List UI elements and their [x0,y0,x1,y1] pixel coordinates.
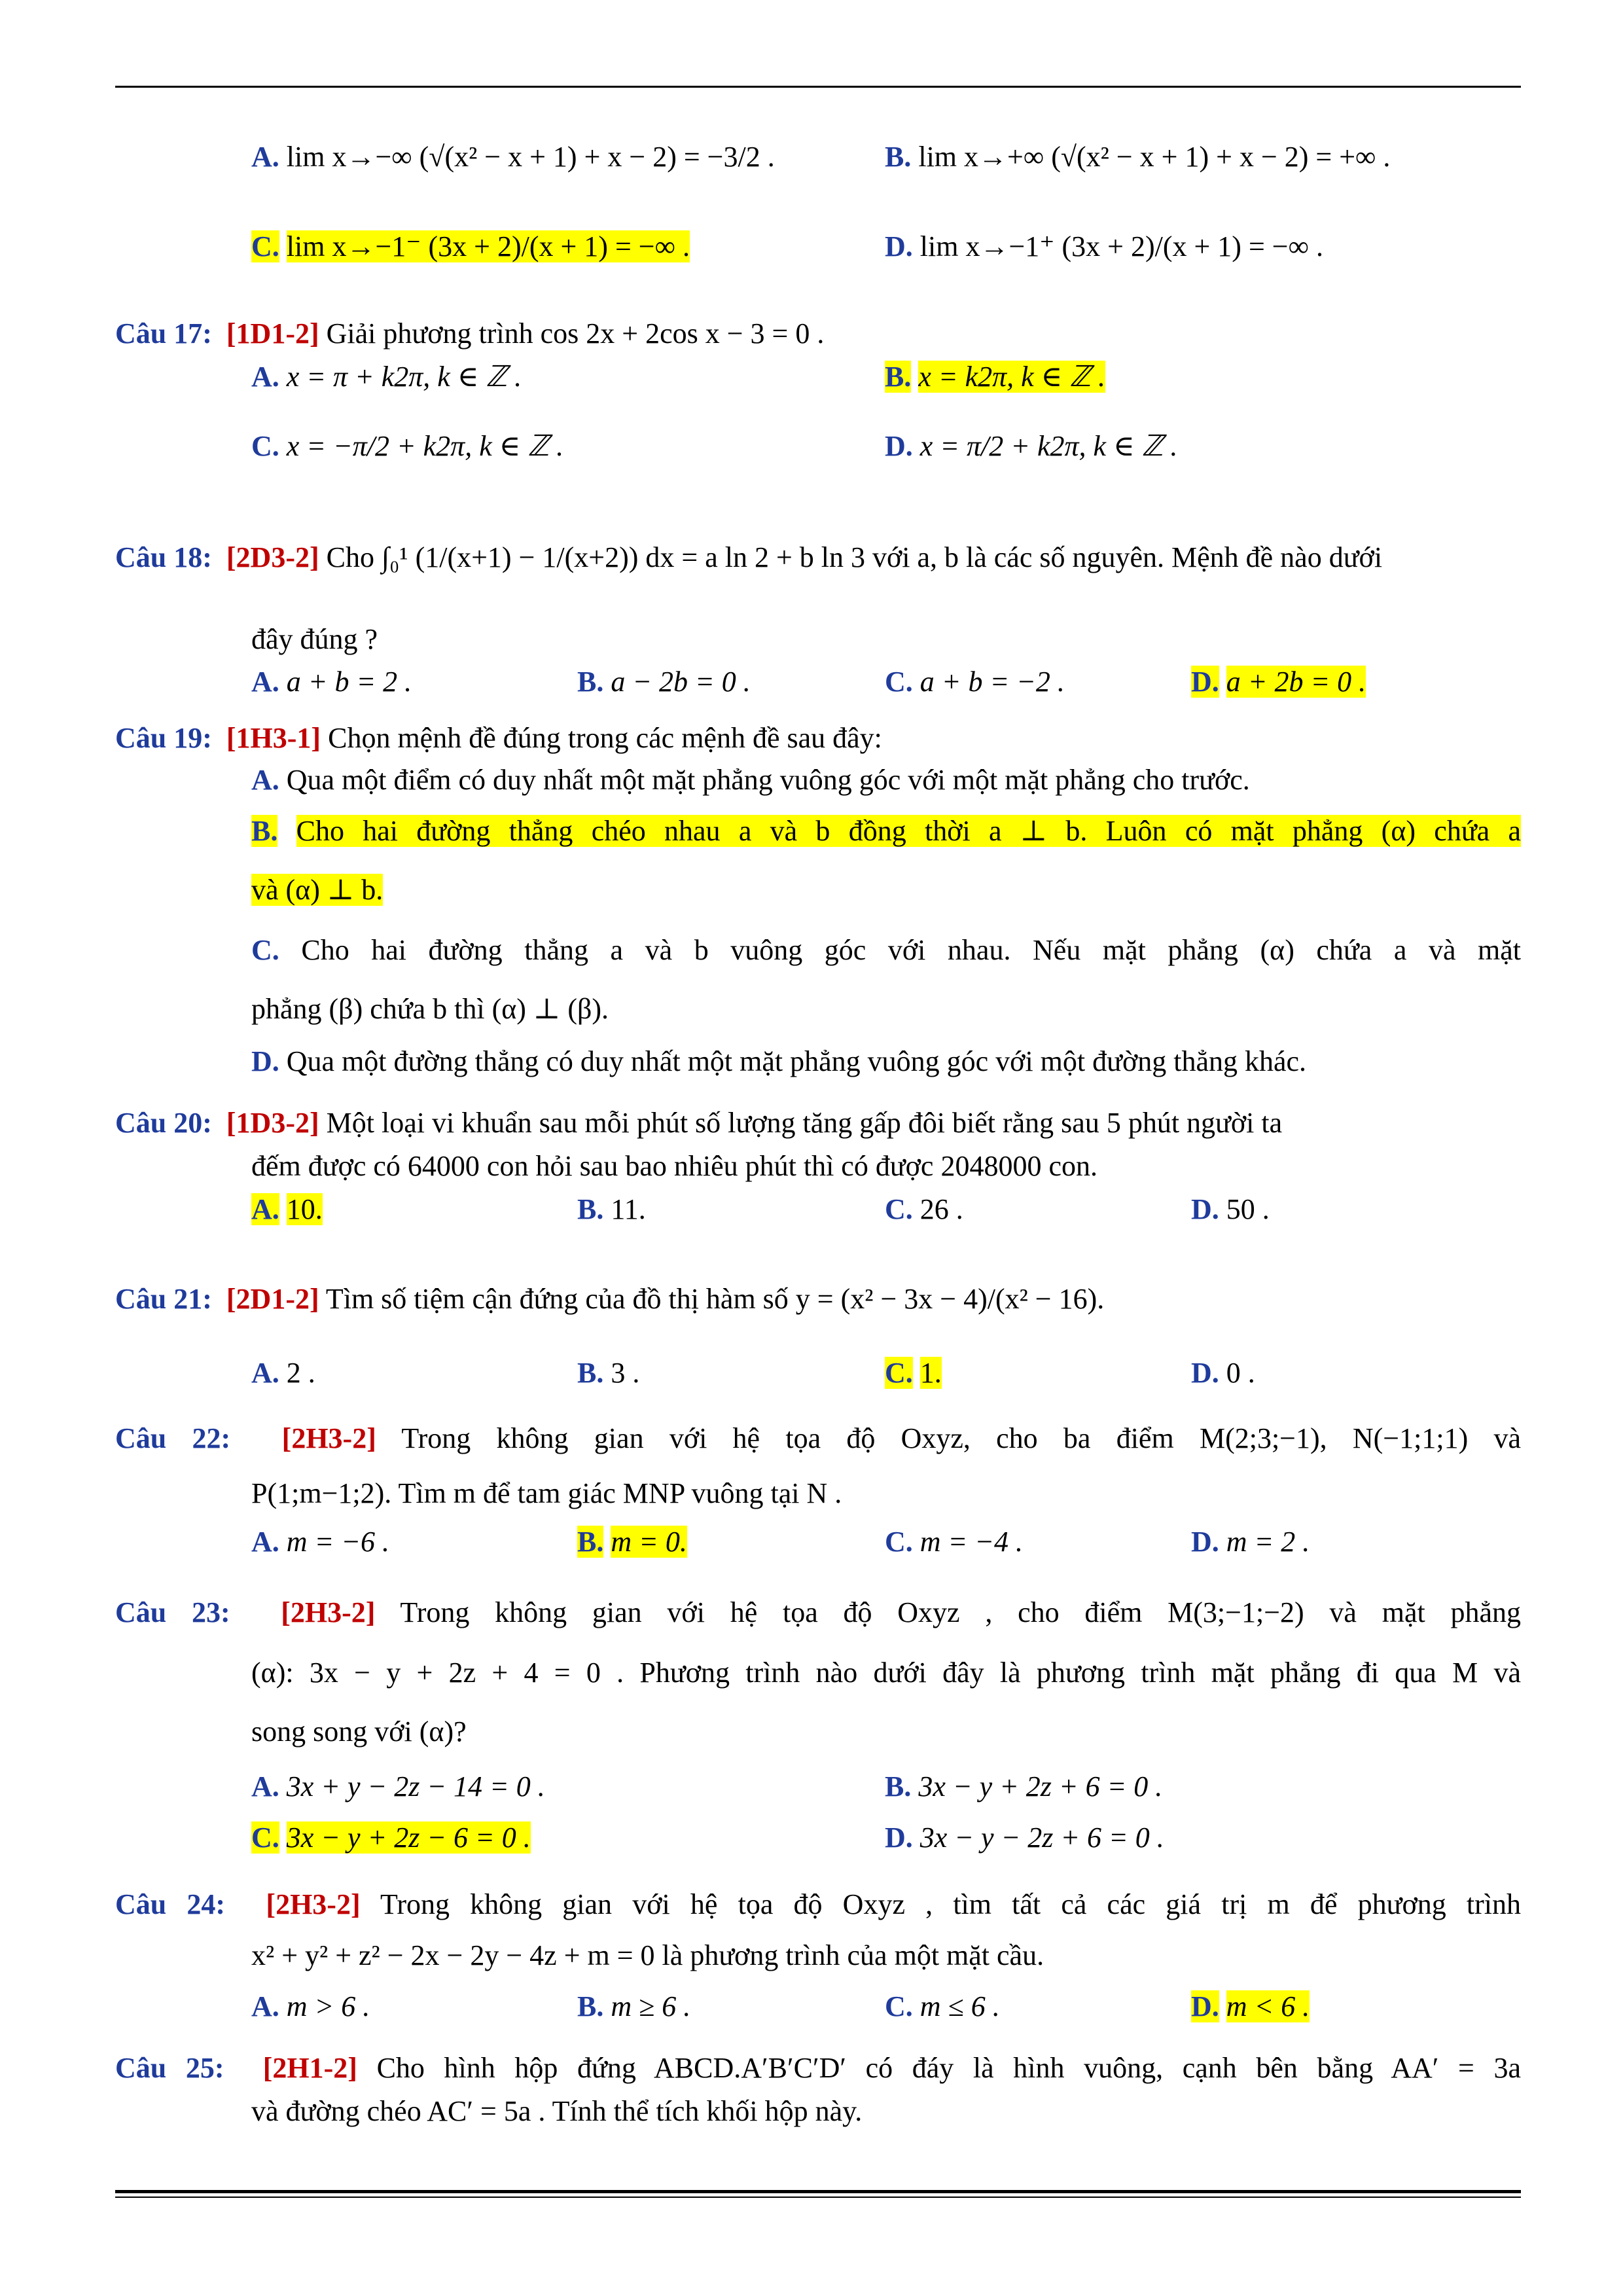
option-a [251,1767,545,1806]
option-a [251,1987,370,2026]
question-number: Câu 21: [115,1283,212,1315]
option-label: D. [251,1045,279,1077]
option-text: m < 6 . [1226,1990,1310,2022]
option-label: D. [1191,1357,1219,1389]
option-label: A. [251,764,279,796]
option-text: x = −π/2 + k2π, k ∈ ℤ . [286,430,564,462]
question-number: Câu 18: [115,541,212,573]
question-text: (α): 3x − y + 2z + 4 = 0 . Phương trình nào dưới đây là phương trình mặt phẳng đi qua M và [251,1657,1521,1689]
option-text: 1. [919,1357,942,1389]
option-b-cont [251,870,383,910]
option-b [885,357,1105,397]
option-label: A. [251,141,279,173]
question-tag: [1D3-2] [226,1107,319,1139]
question-stem [115,1593,1521,1632]
option-text: 3x − y + 2z + 6 = 0 . [918,1770,1163,1803]
question-stem [115,1885,1521,1924]
option-d [1191,662,1366,702]
option-c [251,227,690,266]
option-label: C. [251,430,279,462]
question-stem-cont [251,2092,862,2131]
option-label: C. [885,1193,913,1225]
option-text: m ≥ 6 . [611,1990,691,2022]
option-c [885,1522,1023,1562]
option-label: B. [885,1770,912,1803]
option-c [885,1354,942,1393]
option-text: lim x→−1⁺ (3x + 2)/(x + 1) = −∞ . [919,230,1323,262]
option-label: B. [251,815,278,847]
option-label: C. [251,1821,279,1854]
option-text: 2 . [286,1357,315,1389]
option-text: m = 2 . [1226,1526,1310,1558]
option-label: B. [885,361,912,393]
question-text: Giải phương trình cos 2x + 2cos x − 3 = 0 . [326,317,825,350]
option-label: A. [251,361,279,393]
option-text: 0 . [1226,1357,1255,1389]
option-text: Qua một điểm có duy nhất một mặt phẳng vuông góc với một mặt phẳng cho trước. [286,764,1250,796]
option-a [251,1522,389,1562]
option-text: 26 . [919,1193,963,1225]
option-b [251,812,1521,851]
option-b [577,1354,639,1393]
question-tag: [2H1-2] [262,2052,357,2084]
question-stem [115,2049,1521,2088]
option-b [885,137,1390,177]
question-text: Trong không gian với hệ tọa độ Oxyz, cho ba điểm M(2;3;−1), N(−1;1;1) và [401,1422,1522,1454]
question-text: đếm được có 64000 con hỏi sau bao nhiêu phút thì có được 2048000 con. [251,1150,1097,1182]
question-stem [115,1419,1521,1458]
option-text: a − 2b = 0 . [611,666,751,698]
question-stem [115,1103,1282,1143]
option-c [251,931,1521,970]
option-d [1191,1522,1310,1562]
option-c [885,1190,963,1229]
question-text: Trong không gian với hệ tọa độ Oxyz , tìm tất cả các giá trị m để phương trình [380,1888,1521,1920]
option-label: A. [251,1193,279,1225]
question-stem-cont2 [251,1712,467,1751]
option-label: B. [885,141,912,173]
question-number: Câu 20: [115,1107,212,1139]
option-text: a + b = −2 . [919,666,1065,698]
question-tag: [2H3-2] [281,1596,376,1628]
question-text: x² + y² + z² − 2x − 2y − 4z + m = 0 là phương trình của một mặt cầu. [251,1939,1044,1971]
option-b [577,1522,687,1562]
option-text: m > 6 . [286,1990,370,2022]
option-d [1191,1987,1310,2026]
option-text: a + 2b = 0 . [1226,666,1366,698]
option-d [1191,1190,1270,1229]
option-text: phẳng (β) chứa b thì (α) ⊥ (β). [251,993,609,1025]
question-stem [115,538,1382,577]
option-text: và (α) ⊥ b. [251,874,383,906]
question-text: Tìm số tiệm cận đứng của đồ thị hàm số y = (x² − 3x − 4)/(x² − 16). [325,1283,1105,1315]
option-d [885,227,1323,266]
option-c [885,1987,1000,2026]
footer-rule-bottom [115,2197,1521,2198]
question-stem-cont [251,1653,1521,1693]
option-label: D. [885,230,913,262]
option-label: D. [885,430,913,462]
option-a [251,1190,323,1229]
option-text: m = 0. [611,1526,687,1558]
question-stem [115,719,882,758]
question-text: Trong không gian với hệ tọa độ Oxyz , cho điểm M(3;−1;−2) và mặt phẳng [400,1596,1522,1628]
option-text: x = k2π, k ∈ ℤ . [918,361,1106,393]
option-b [577,1987,690,2026]
option-label: D. [1191,1526,1219,1558]
option-text: 3 . [611,1357,640,1389]
question-tag: [2H3-2] [281,1422,376,1454]
option-c [251,427,563,466]
option-d [251,1042,1306,1081]
option-text: 3x − y + 2z − 6 = 0 . [286,1821,531,1854]
question-number: Câu 23: [115,1596,230,1628]
option-a [251,1354,315,1393]
question-tag: [2H3-2] [266,1888,361,1920]
option-a [251,761,1250,800]
option-label: C. [251,230,279,262]
question-tag: [1D1-2] [226,317,319,350]
option-a [251,137,775,177]
question-number: Câu 22: [115,1422,231,1454]
option-text: x = π/2 + k2π, k ∈ ℤ . [919,430,1178,462]
option-label: A. [251,1990,279,2022]
option-text: x = π + k2π, k ∈ ℤ . [286,361,522,393]
option-label: D. [1191,1990,1219,2022]
option-label: B. [577,1990,604,2022]
question-stem [115,314,824,353]
option-label: C. [885,666,913,698]
question-text: Chọn mệnh đề đúng trong các mệnh đề sau đây: [328,722,882,754]
option-text: m = −4 . [919,1526,1023,1558]
option-text: 3x + y − 2z − 14 = 0 . [286,1770,545,1803]
option-a [251,662,412,702]
option-a [251,357,522,397]
option-label: C. [251,934,279,966]
option-text: Cho hai đường thẳng a và b vuông góc với nhau. Nếu mặt phẳng (α) chứa a và mặt [301,934,1521,966]
option-d [1191,1354,1255,1393]
question-tag: [2D1-2] [226,1283,319,1315]
question-stem-cont [251,1936,1044,1975]
option-label: A. [251,666,279,698]
option-text: lim x→−∞ (√(x² − x + 1) + x − 2) = −3/2 . [286,141,775,173]
option-text: a + b = 2 . [286,666,412,698]
option-text: Qua một đường thẳng có duy nhất một mặt phẳng vuông góc với một đường thẳng khác. [286,1045,1307,1077]
option-text: 10. [286,1193,323,1225]
option-text: lim x→−1⁻ (3x + 2)/(x + 1) = −∞ . [286,230,690,262]
option-c [251,1818,531,1857]
question-number: Câu 24: [115,1888,226,1920]
question-stem-cont [251,620,378,659]
option-text: 3x − y − 2z + 6 = 0 . [919,1821,1164,1854]
option-label: C. [885,1357,913,1389]
option-label: D. [885,1821,913,1854]
question-number: Câu 25: [115,2052,224,2084]
option-label: D. [1191,666,1219,698]
option-text: lim x→+∞ (√(x² − x + 1) + x − 2) = +∞ . [918,141,1391,173]
option-d [885,427,1177,466]
option-d [885,1818,1164,1857]
option-label: C. [885,1526,913,1558]
option-label: D. [1191,1193,1219,1225]
option-label: A. [251,1357,279,1389]
question-tag: [1H3-1] [226,722,321,754]
question-text: P(1;m−1;2). Tìm m để tam giác MNP vuông tại N . [251,1477,842,1509]
option-text: 11. [611,1193,646,1225]
option-c [885,662,1065,702]
option-label: C. [885,1990,913,2022]
option-label: A. [251,1526,279,1558]
question-text: song song với (α)? [251,1715,467,1748]
question-text: đây đúng ? [251,623,378,655]
question-number: Câu 19: [115,722,212,754]
question-stem-cont [251,1147,1097,1186]
footer-rule-top [115,2190,1521,2193]
option-label: A. [251,1770,279,1803]
option-text: 50 . [1226,1193,1270,1225]
option-b [577,1190,646,1229]
option-text: m = −6 . [286,1526,389,1558]
question-stem-cont [251,1474,842,1513]
option-label: B. [577,666,604,698]
option-text: m ≤ 6 . [919,1990,1000,2022]
question-tag: [2D3-2] [226,541,319,573]
question-stem [115,1280,1104,1319]
option-label: B. [577,1526,604,1558]
question-number: Câu 17: [115,317,212,350]
question-text: Cho hình hộp đứng ABCD.A′B′C′D′ có đáy là hình vuông, cạnh bên bằng AA′ = 3a [376,2052,1522,2084]
option-label: B. [577,1193,604,1225]
option-b [577,662,751,702]
option-b [885,1767,1162,1806]
question-text: Cho ∫₀¹ (1/(x+1) − 1/(x+2)) dx = a ln 2 + b ln 3 với a, b là các số nguyên. Mệnh đề nào dưới [326,541,1383,573]
option-label: B. [577,1357,604,1389]
option-c-cont [251,990,609,1029]
header-rule [115,86,1521,88]
question-text: và đường chéo AC′ = 5a . Tính thể tích khối hộp này. [251,2095,863,2127]
question-text: Một loại vi khuẩn sau mỗi phút số lượng tăng gấp đôi biết rằng sau 5 phút người ta [326,1107,1283,1139]
option-text: Cho hai đường thẳng chéo nhau a và b đồng thời a ⊥ b. Luôn có mặt phẳng (α) chứa a [296,815,1522,847]
